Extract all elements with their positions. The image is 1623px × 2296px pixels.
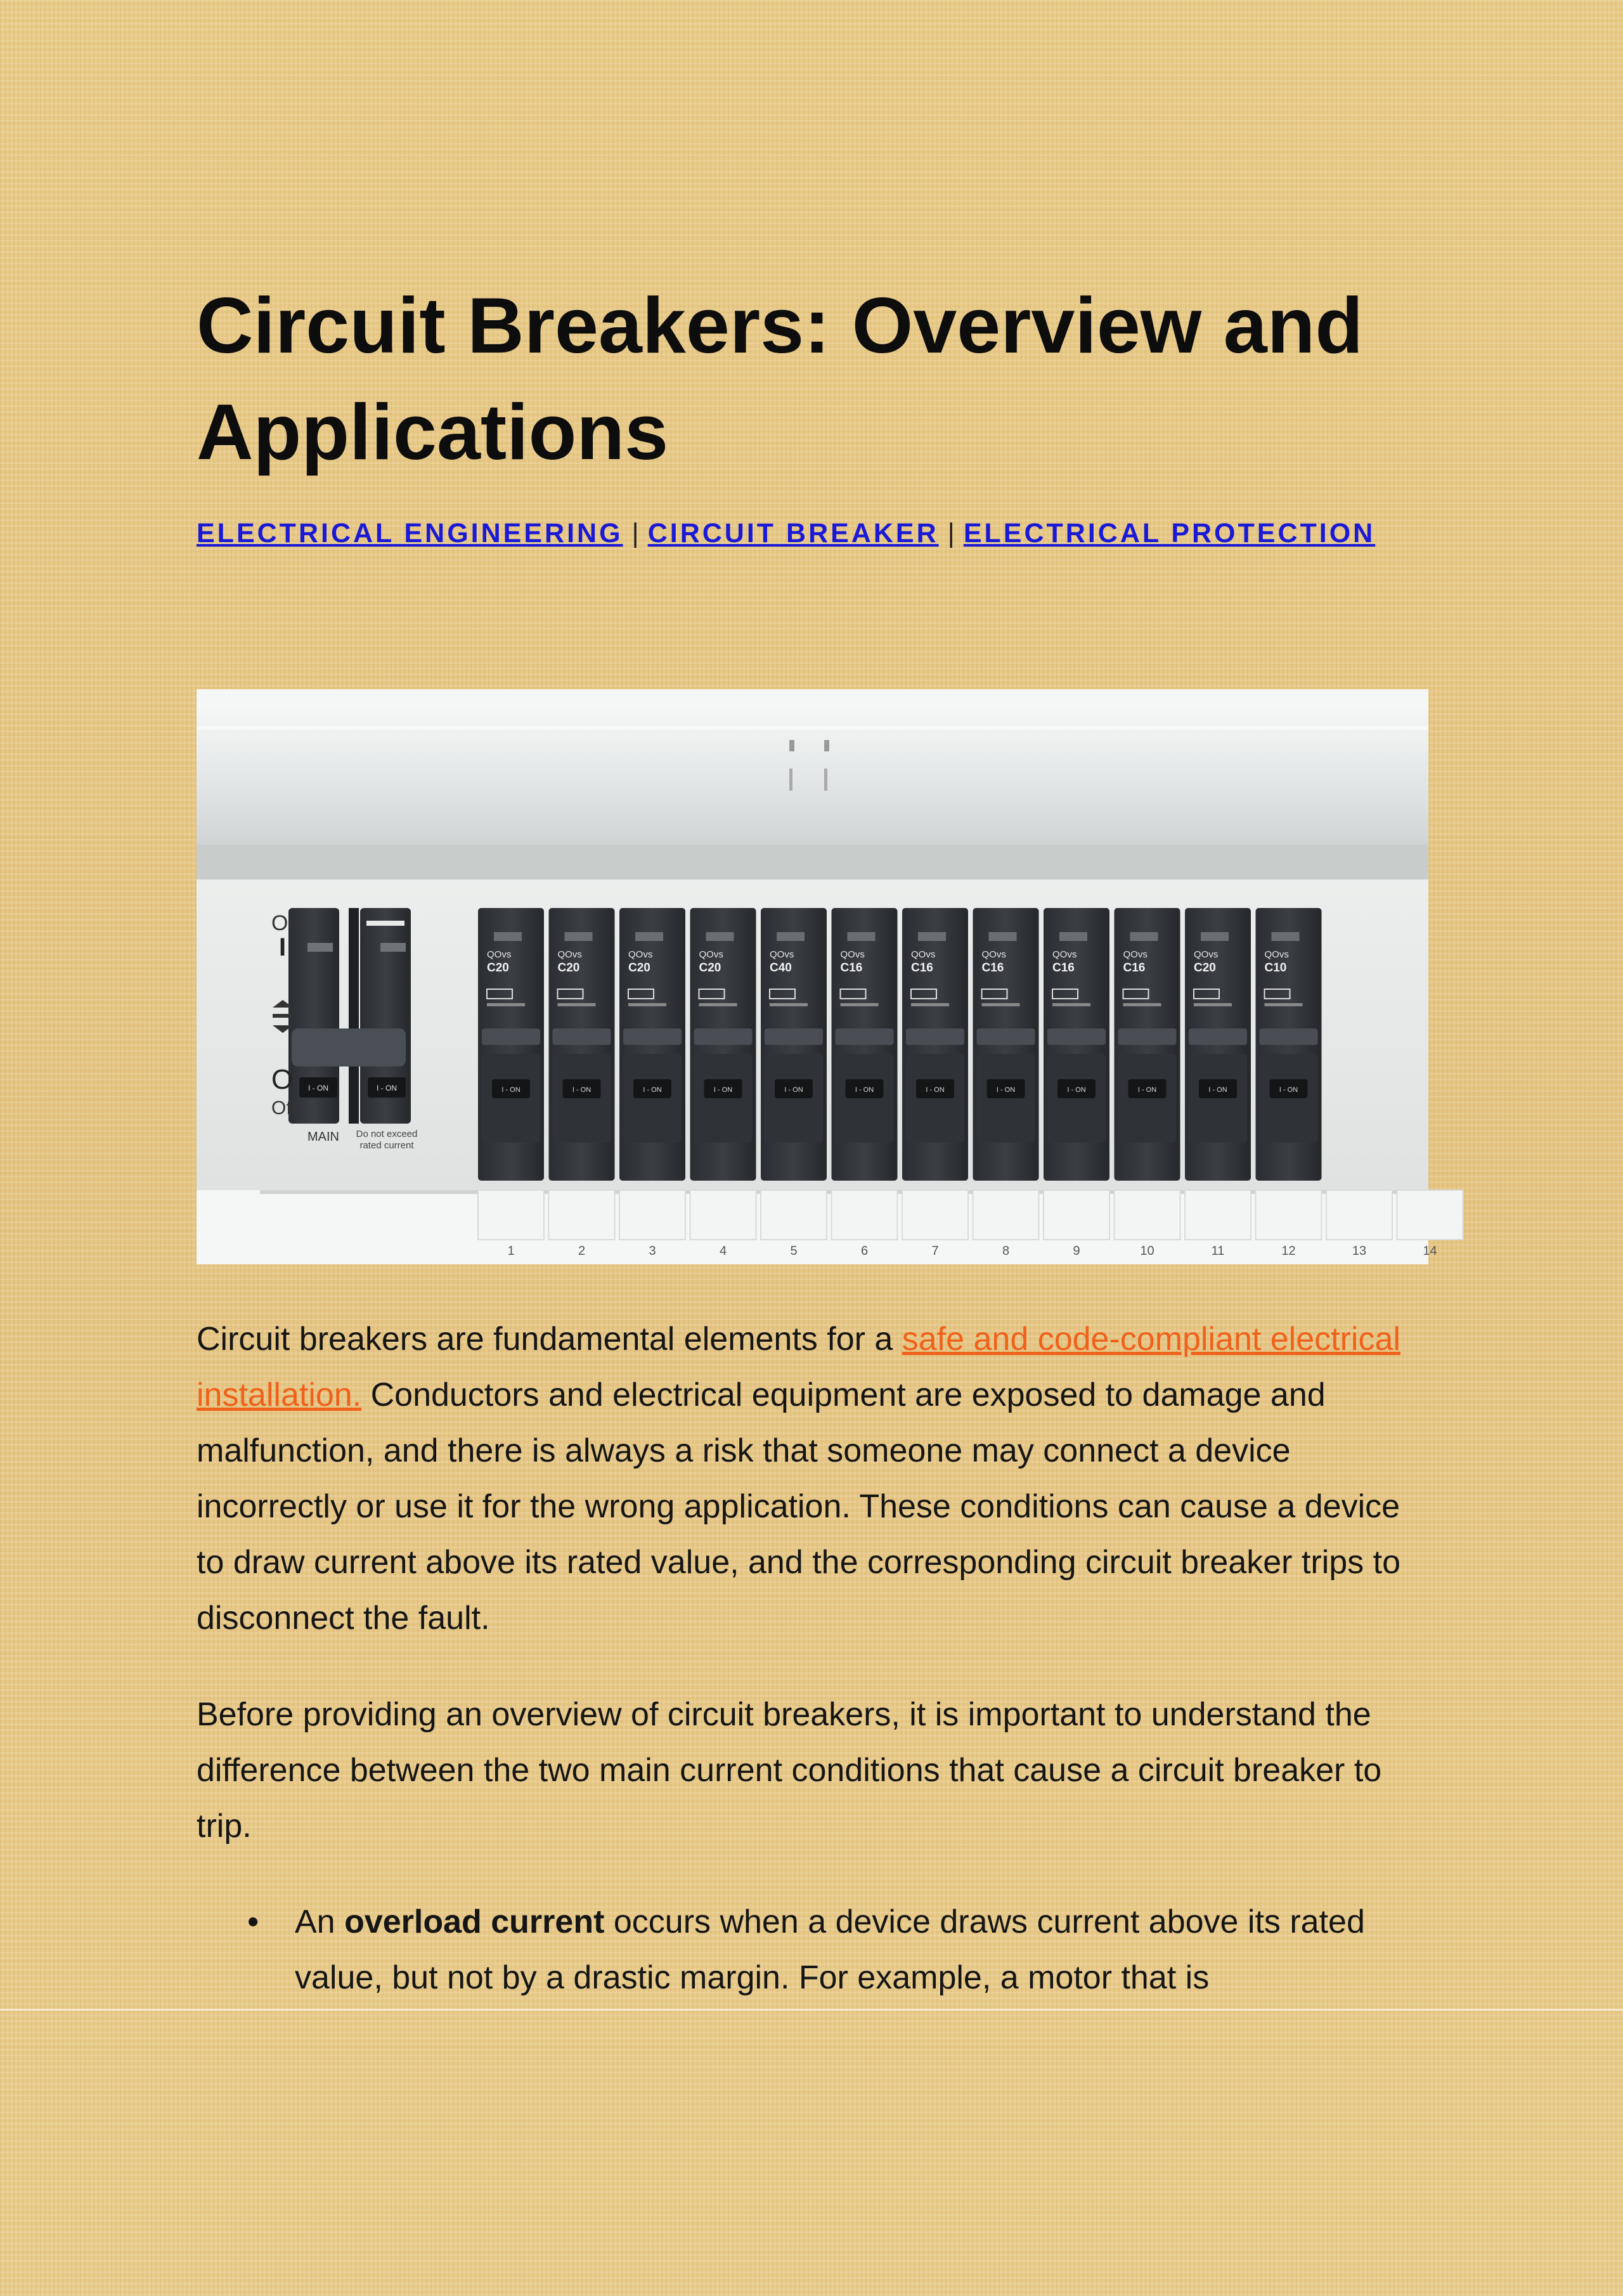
breaker-switch-label: I - ON <box>643 1086 662 1094</box>
breaker-brand: QOvs <box>557 949 582 960</box>
breaker-switch-label: I - ON <box>501 1086 521 1094</box>
breaker-rating: C20 <box>628 961 650 975</box>
bullet-marker: • <box>247 1904 259 1940</box>
branch-breaker <box>619 908 685 1181</box>
branch-breaker <box>832 908 898 1181</box>
breaker-switch-label: I - ON <box>996 1086 1016 1094</box>
breaker-switch-label: I - ON <box>713 1086 733 1094</box>
breaker-switch-label: I - ON <box>1067 1086 1086 1094</box>
slot-number: 3 <box>649 1244 656 1258</box>
breaker-brand: QOvs <box>981 949 1006 960</box>
branch-breaker <box>1044 908 1109 1181</box>
intro-paragraph <box>197 1311 1433 1646</box>
breaker-brand: QOvs <box>770 949 794 960</box>
branch-breaker <box>690 908 756 1181</box>
overload-current-term: overload current <box>344 1904 605 1940</box>
bullet-text: occurs when a device draws current above its rated value, but not by a drastic margin. For example, a motor that is <box>295 1904 1365 1996</box>
tag-link-circuit-breaker[interactable]: CIRCUIT BREAKER <box>647 518 939 548</box>
intro-text: Circuit breakers are fundamental elements for a <box>197 1321 902 1358</box>
breaker-rating: C16 <box>1123 961 1146 975</box>
main-switch-label: I - ON <box>377 1084 397 1093</box>
breaker-panel-illustration <box>197 689 1437 1264</box>
breaker-brand: QOvs <box>840 949 865 960</box>
breaker-switch-label: I - ON <box>1208 1086 1227 1094</box>
breaker-rating: C20 <box>1194 961 1216 975</box>
tag-list <box>197 511 1433 555</box>
tag-link-electrical-protection[interactable]: ELECTRICAL PROTECTION <box>963 518 1376 548</box>
breaker-brand: QOvs <box>1194 949 1219 960</box>
bullet-lead: An <box>295 1904 345 1940</box>
breaker-brand: QOvs <box>1123 949 1148 960</box>
breaker-brand: QOvs <box>699 949 723 960</box>
branch-breaker <box>478 908 544 1181</box>
code-compliant-link[interactable]: safe and code-compliant electrical installation. <box>197 1321 1400 1413</box>
breaker-rating: C20 <box>487 961 509 975</box>
hero-image <box>197 689 1437 1264</box>
branch-breaker <box>902 908 968 1181</box>
slot-number: 13 <box>1352 1244 1367 1258</box>
slot-number: 9 <box>1073 1244 1080 1258</box>
breaker-rating: C20 <box>557 961 580 975</box>
breaker-brand: QOvs <box>911 949 936 960</box>
breaker-switch-label: I - ON <box>784 1086 803 1094</box>
main-on-label: On <box>271 911 301 935</box>
main-note: rated current <box>359 1140 414 1151</box>
breaker-brand: QOvs <box>1052 949 1077 960</box>
page-divider <box>0 2009 1623 2011</box>
intro-text-continued: Conductors and electrical equipment are exposed to damage and malfunction, and there is always a risk that someone may connect a device incorrectly or use it for the wrong application. These conditions can cause a device to draw current above its rated value, and the corresponding circuit breaker trips to disconnect the fault. <box>197 1377 1400 1637</box>
tag-separator: | <box>947 518 955 548</box>
slot-number: 1 <box>507 1244 515 1258</box>
branch-breaker <box>1256 908 1322 1181</box>
slot-number: 7 <box>931 1244 939 1258</box>
breaker-rating: C10 <box>1264 961 1287 975</box>
branch-breaker <box>1185 908 1251 1181</box>
breaker-switch-label: I - ON <box>1279 1086 1298 1094</box>
second-paragraph: Before providing an overview of circuit breakers, it is important to understand the difference between the two main current conditions that cause a circuit breaker to trip. <box>197 1696 1382 1845</box>
breaker-rating: C16 <box>911 961 933 975</box>
article-title: Circuit Breakers: Overview and Applications <box>197 282 1364 476</box>
main-text: MAIN <box>307 1130 339 1144</box>
breaker-rating: C16 <box>840 961 863 975</box>
breaker-switch-label: I - ON <box>926 1086 945 1094</box>
breaker-switch-label: I - ON <box>572 1086 592 1094</box>
breaker-rating: C20 <box>699 961 721 975</box>
main-note: Do not exceed <box>356 1129 418 1139</box>
breaker-brand: QOvs <box>487 949 512 960</box>
main-o-label: O <box>271 1064 294 1095</box>
breaker-brand: QOvs <box>1264 949 1289 960</box>
slot-number: 14 <box>1423 1244 1437 1258</box>
branch-breaker <box>761 908 827 1181</box>
slot-number: 5 <box>790 1244 798 1258</box>
slot-number: 12 <box>1281 1244 1296 1258</box>
slot-number: 4 <box>719 1244 727 1258</box>
breaker-brand: QOvs <box>628 949 653 960</box>
breaker-switch-label: I - ON <box>1137 1086 1157 1094</box>
branch-breaker <box>549 908 615 1181</box>
tag-separator: | <box>631 518 639 548</box>
breaker-switch-label: I - ON <box>855 1086 874 1094</box>
main-switch-label: I - ON <box>308 1084 328 1093</box>
main-off-label: Off <box>271 1098 297 1119</box>
breaker-rating: C40 <box>770 961 792 975</box>
slot-number: 11 <box>1211 1244 1225 1258</box>
trip-conditions-list <box>197 1894 1433 2006</box>
breaker-rating: C16 <box>1052 961 1075 975</box>
slot-number: 2 <box>578 1244 586 1258</box>
main-i-label: I <box>279 933 287 961</box>
slot-number: 8 <box>1002 1244 1010 1258</box>
breaker-rating: C16 <box>981 961 1004 975</box>
slot-number: 10 <box>1140 1244 1154 1258</box>
slot-number: 6 <box>860 1244 869 1258</box>
list-item <box>197 1894 1433 2006</box>
branch-breaker <box>973 908 1039 1181</box>
branch-breaker <box>1115 908 1180 1181</box>
tag-link-electrical-engineering[interactable]: ELECTRICAL ENGINEERING <box>197 518 623 548</box>
